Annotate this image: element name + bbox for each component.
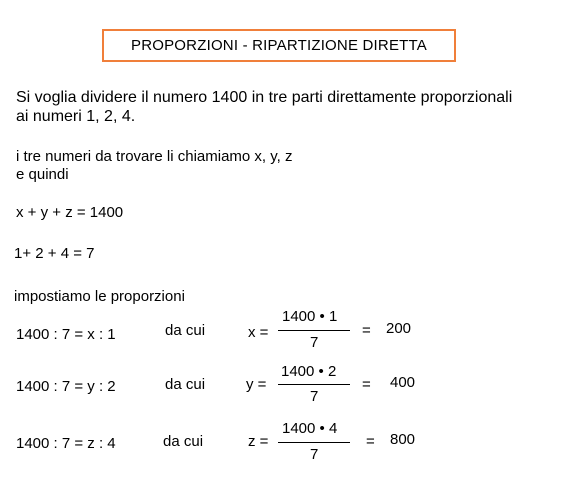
naming-line-1: i tre numeri da trovare li chiamiamo x, y, z [16, 148, 293, 165]
equals-z: = [366, 433, 375, 450]
proportion-y: 1400 : 7 = y : 2 [16, 378, 116, 395]
denominator-x: 7 [310, 334, 319, 351]
da-cui-label: da cui [165, 322, 206, 339]
denominator-y: 7 [310, 388, 319, 405]
result-z: 800 [390, 431, 416, 448]
setup-label: impostiamo le proporzioni [14, 288, 185, 305]
naming-line-2: e quindi [16, 166, 69, 183]
variable-x: x = [248, 324, 269, 341]
intro-line-1: Si voglia dividere il numero 1400 in tre parti direttamente proporzionali [16, 89, 513, 106]
fraction-bar-x [278, 330, 350, 331]
variable-z: z = [248, 433, 269, 450]
fraction-bar-z [278, 442, 350, 443]
result-y: 400 [390, 374, 416, 391]
fraction-bar-y [278, 384, 350, 385]
da-cui-label: da cui [165, 376, 206, 393]
sum-equation: x + y + z = 1400 [16, 204, 124, 221]
page-title-text: PROPORZIONI - RIPARTIZIONE DIRETTA [131, 37, 427, 54]
result-x: 200 [386, 320, 412, 337]
ratio-sum-equation: 1+ 2 + 4 = 7 [14, 245, 95, 262]
equals-y: = [362, 376, 371, 393]
numerator-x: 1400 • 1 [282, 308, 338, 325]
numerator-y: 1400 • 2 [281, 363, 337, 380]
intro-line-2: ai numeri 1, 2, 4. [16, 108, 136, 125]
proportion-z: 1400 : 7 = z : 4 [16, 435, 116, 452]
page-title [102, 29, 456, 62]
numerator-z: 1400 • 4 [282, 420, 338, 437]
denominator-z: 7 [310, 446, 319, 463]
equals-x: = [362, 322, 371, 339]
variable-y: y = [246, 376, 267, 393]
proportion-x: 1400 : 7 = x : 1 [16, 326, 116, 343]
da-cui-label: da cui [163, 433, 204, 450]
